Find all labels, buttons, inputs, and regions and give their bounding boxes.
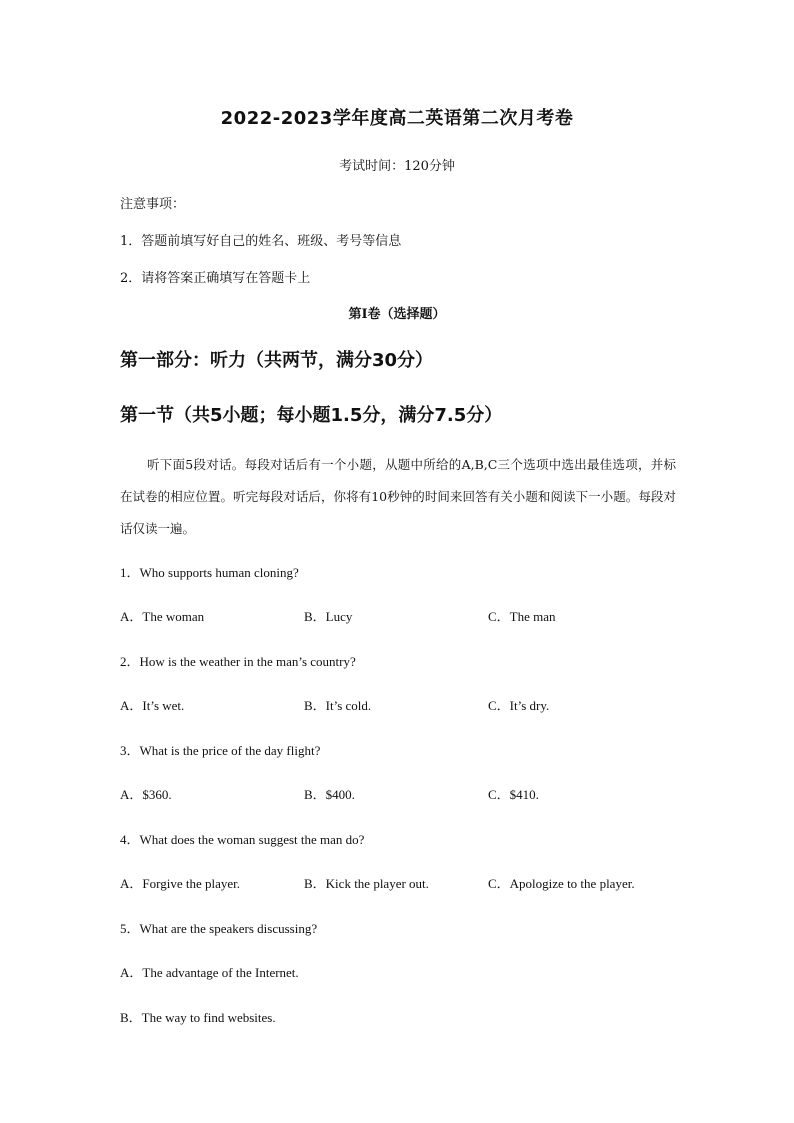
question-4-stem: 4．What does the woman suggest the man do? [120,832,365,847]
question-2-option-b: B．It’s cold. [304,698,372,713]
exam-title: 2022-2023学年度高二英语第二次月考卷 [220,108,574,129]
part1-heading: 第一部分：听力（共两节，满分30分） [120,350,434,371]
volume-title: 第Ⅰ卷（选择题） [348,307,446,322]
question-1-option-b: B．Lucy [304,609,353,624]
notes-heading: 注意事项： [120,197,186,212]
exam-time: 考试时间：120分钟 [339,159,455,174]
question-5-stem: 5．What are the speakers discussing? [120,921,318,936]
question-5-option-b: B．The way to find websites. [120,1010,276,1025]
question-3-option-b: B．$400. [304,787,355,802]
question-4-option-a: A．Forgive the player. [120,876,240,891]
question-2-stem: 2．How is the weather in the man’s country? [120,654,356,669]
note-item-1: 1．答题前填写好自己的姓名、班级、考号等信息 [120,234,402,249]
note-item-2: 2．请将答案正确填写在答题卡上 [120,271,311,286]
question-2-option-a: A．It’s wet. [120,698,185,713]
question-3-option-a: A．$360. [120,787,172,802]
question-3-stem: 3．What is the price of the day flight? [120,743,321,758]
question-1-option-a: A．The woman [120,609,205,624]
question-4-option-c: C．Apologize to the player. [488,876,635,891]
question-4-option-b: B．Kick the player out. [304,876,429,891]
section1-heading: 第一节（共5小题；每小题1.5分，满分7.5分） [120,405,503,426]
question-5-option-a: A．The advantage of the Internet. [120,965,299,980]
question-2-option-c: C．It’s dry. [488,698,550,713]
question-3-option-c: C．$410. [488,787,539,802]
listening-instructions: 听下面5段对话。每段对话后有一个小题，从题中所给的A,B,C三个选项中选出最佳选项，并标在试卷的相应位置。听完每段对话后，你将有10秒钟的时间来回答有关小题和阅读下一小题。每段对话仅读一遍。 [120,457,676,536]
question-1-stem: 1．Who supports human cloning? [120,565,299,580]
question-1-option-c: C．The man [488,609,556,624]
